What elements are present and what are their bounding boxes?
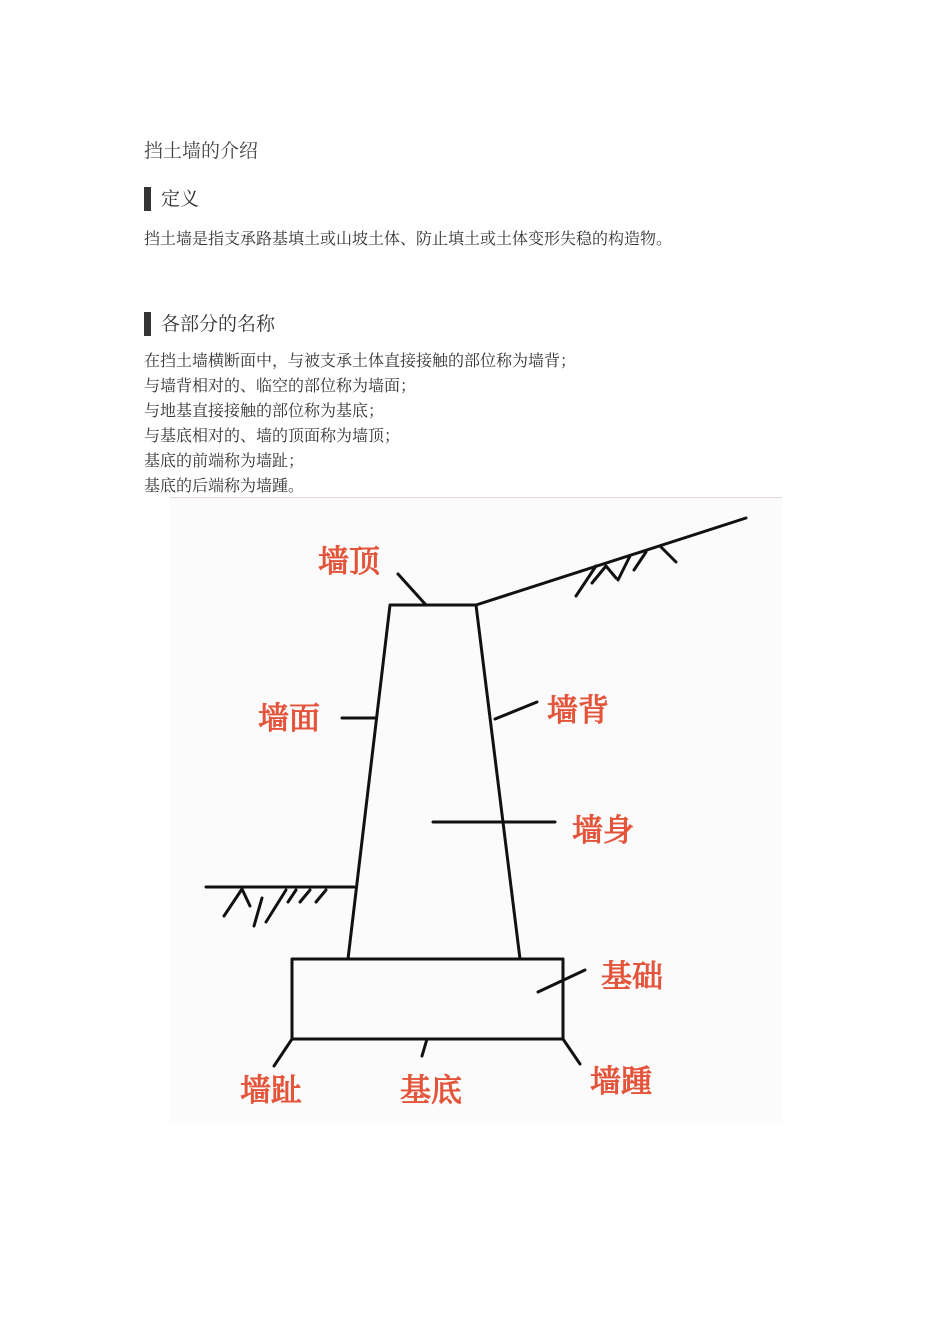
wall-body-outline [348, 605, 520, 959]
parts-line: 在挡土墙横断面中，与被支承土体直接接触的部位称为墙背； [144, 351, 577, 370]
label-top: 墙顶 [318, 544, 380, 580]
ground-hatch [224, 889, 326, 926]
parts-line: 与地基直接接触的部位称为基底； [144, 401, 385, 420]
leader-back [495, 702, 537, 719]
heading-bar [144, 187, 151, 211]
heading-bar [144, 312, 151, 336]
leader-toe [274, 1039, 292, 1066]
retaining-wall-diagram [170, 497, 782, 1123]
leader-heel [563, 1039, 580, 1064]
label-heel: 墙踵 [590, 1064, 652, 1100]
page-title: 挡土墙的介绍 [144, 140, 259, 162]
parts-line: 基底的后端称为墙踵。 [144, 476, 305, 495]
parts-description [144, 348, 576, 498]
leader-base [422, 1039, 427, 1056]
leader-top [398, 574, 426, 605]
backfill-slope-line [476, 518, 746, 605]
section-heading-definition [144, 186, 199, 212]
section-heading-definition-text: 定义 [161, 188, 200, 210]
label-body: 墙身 [572, 813, 634, 849]
parts-line: 与基底相对的、墙的顶面称为墙顶； [144, 426, 401, 445]
label-toe: 墙趾 [240, 1073, 302, 1109]
section-heading-parts-text: 各部分的名称 [161, 313, 276, 335]
retaining-wall-svg [170, 498, 782, 1123]
foundation-outline [292, 959, 563, 1039]
label-base: 基底 [400, 1073, 462, 1109]
label-back: 墙背 [547, 693, 609, 729]
section-heading-parts [144, 311, 275, 337]
label-face: 墙面 [258, 701, 320, 737]
parts-line: 与墙背相对的、临空的部位称为墙面； [144, 376, 417, 395]
label-foundation: 基础 [601, 959, 663, 995]
definition-text: 挡土墙是指支承路基填土或山坡土体、防止填土或土体变形失稳的构造物。 [144, 229, 673, 248]
parts-line: 基底的前端称为墙趾； [144, 451, 305, 470]
backfill-hatch [576, 546, 676, 596]
